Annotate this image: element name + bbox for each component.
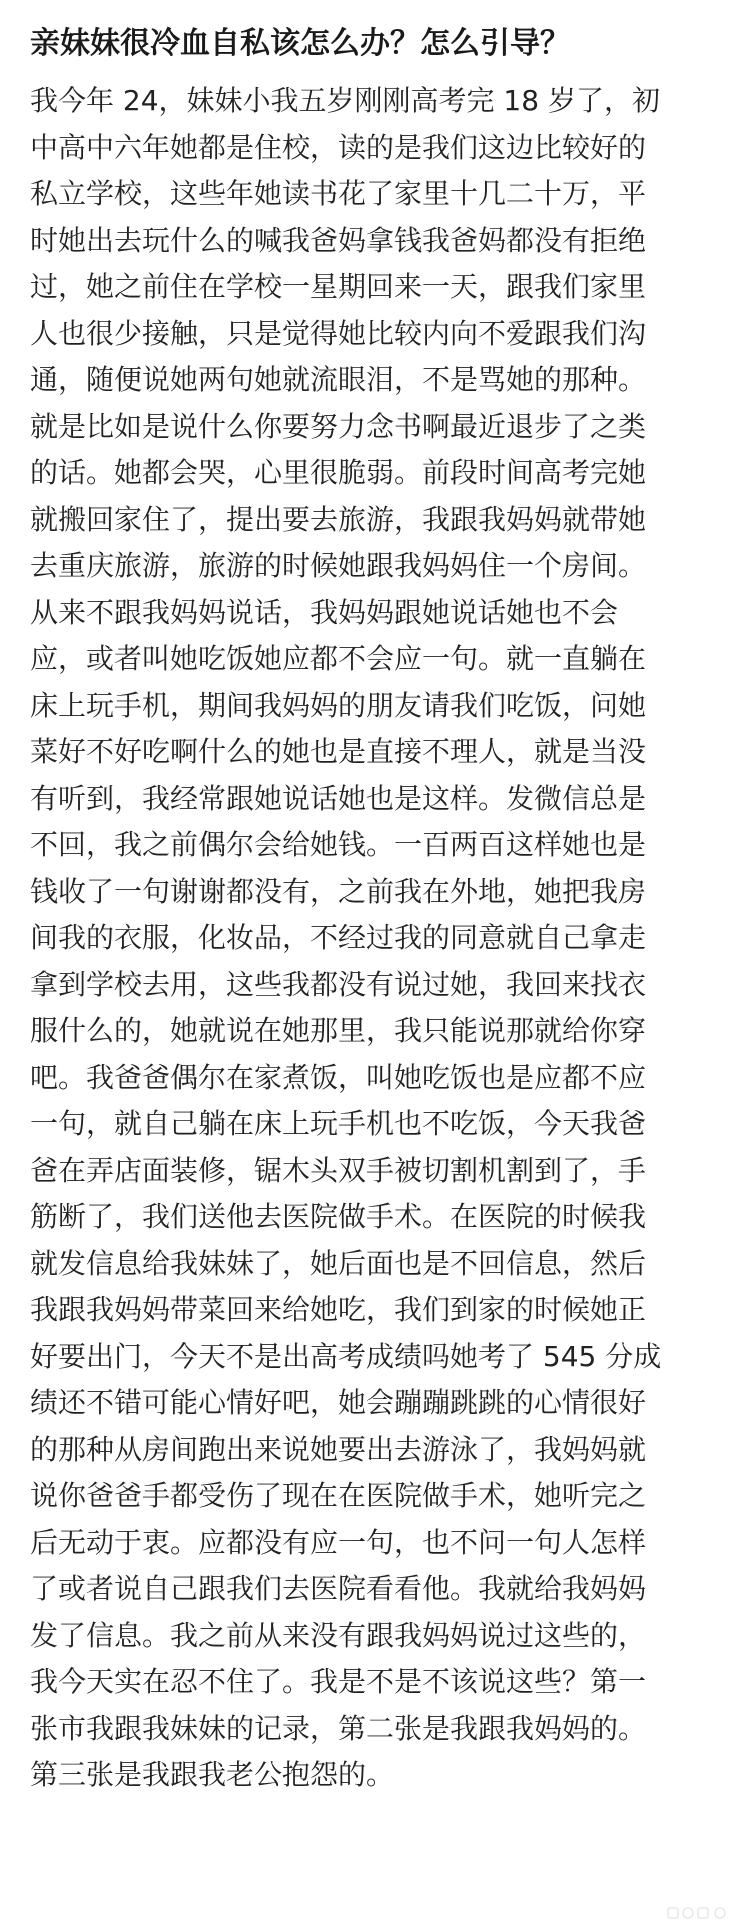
body-line: 菜好不好吃啊什么的她也是直接不理人，就是当没 (30, 735, 647, 768)
post-body (30, 78, 730, 1799)
body-line: 绩还不错可能心情好吧，她会蹦蹦跳跳的心情很好 (30, 1386, 647, 1419)
body-line: 我今年 24，妹妹小我五岁刚刚高考完 18 岁了，初 (30, 84, 660, 117)
body-line: 从来不跟我妈妈说话，我妈妈跟她说话她也不会 (30, 595, 619, 629)
body-line: 不回，我之前偶尔会给她钱。一百两百这样她也是 (30, 828, 647, 861)
body-line: 拿到学校去用，这些我都没有说过她，我回来找衣 (30, 967, 647, 1001)
body-line: 张市我跟我妹妹的记录，第二张是我跟我妈妈的。 (30, 1711, 647, 1745)
post-container (30, 22, 730, 1799)
body-line: 就是比如是说什么你要努力念书啊最近退步了之类 (30, 409, 647, 443)
body-line: 发了信息。我之前从来没有跟我妈妈说过这些的， (30, 1618, 647, 1652)
body-line: 就发信息给我妹妹了，她后面也是不回信息，然后 (30, 1246, 647, 1280)
watermark-icon (666, 1902, 730, 1924)
body-line: 人也很少接触，只是觉得她比较内向不爱跟我们沟 (30, 316, 647, 350)
body-line: 就搬回家住了，提出要去旅游，我跟我妈妈就带她 (30, 502, 647, 536)
body-line: 了或者说自己跟我们去医院看看他。我就给我妈妈 (30, 1572, 647, 1605)
body-line: 吧。我爸爸偶尔在家煮饭，叫她吃饭也是应都不应 (30, 1060, 647, 1094)
body-line: 去重庆旅游，旅游的时候她跟我妈妈住一个房间。 (30, 549, 647, 582)
body-line: 说你爸爸手都受伤了现在在医院做手术，她听完之 (30, 1479, 647, 1512)
body-line: 后无动于衷。应都没有应一句，也不问一句人怎样 (30, 1525, 647, 1559)
body-line: 钱收了一句谢谢都没有，之前我在外地，她把我房 (30, 874, 647, 908)
body-line: 通，随便说她两句她就流眼泪，不是骂她的那种。 (30, 363, 647, 396)
body-line: 过，她之前住在学校一星期回来一天，跟我们家里 (30, 270, 647, 303)
body-line: 筋断了，我们送他去医院做手术。在医院的时候我 (30, 1200, 647, 1233)
body-line: 我今天实在忍不住了。我是不是不该说这些？第一 (30, 1665, 647, 1698)
body-line: 服什么的，她就说在她那里，我只能说那就给你穿 (30, 1014, 647, 1047)
body-line: 的那种从房间跑出来说她要出去游泳了，我妈妈就 (30, 1432, 647, 1466)
post-title: 亲妹妹很冷血自私该怎么办？怎么引导？ (30, 26, 570, 61)
body-line: 好要出门，今天不是出高考成绩吗她考了 545 分成 (30, 1339, 662, 1373)
body-line: 中高中六年她都是住校，读的是我们这边比较好的 (30, 130, 647, 164)
body-line: 私立学校，这些年她读书花了家里十几二十万，平 (30, 177, 647, 210)
body-line: 我跟我妈妈带菜回来给她吃，我们到家的时候她正 (30, 1293, 647, 1326)
body-line: 一句，就自己躺在床上玩手机也不吃饭，今天我爸 (30, 1107, 647, 1140)
body-line: 的话。她都会哭，心里很脆弱。前段时间高考完她 (30, 456, 647, 489)
body-line: 有听到，我经常跟她说话她也是这样。发微信总是 (30, 781, 647, 815)
body-line: 应，或者叫她吃饭她应都不会应一句。就一直躺在 (30, 642, 647, 675)
body-line: 间我的衣服，化妆品，不经过我的同意就自己拿走 (30, 921, 647, 954)
body-line: 第三张是我跟我老公抱怨的。 (30, 1758, 395, 1791)
body-line: 床上玩手机，期间我妈妈的朋友请我们吃饭，问她 (30, 688, 647, 722)
body-line: 时她出去玩什么的喊我爸妈拿钱我爸妈都没有拒绝 (30, 223, 647, 257)
body-line: 爸在弄店面装修，锯木头双手被切割机割到了，手 (30, 1153, 647, 1187)
